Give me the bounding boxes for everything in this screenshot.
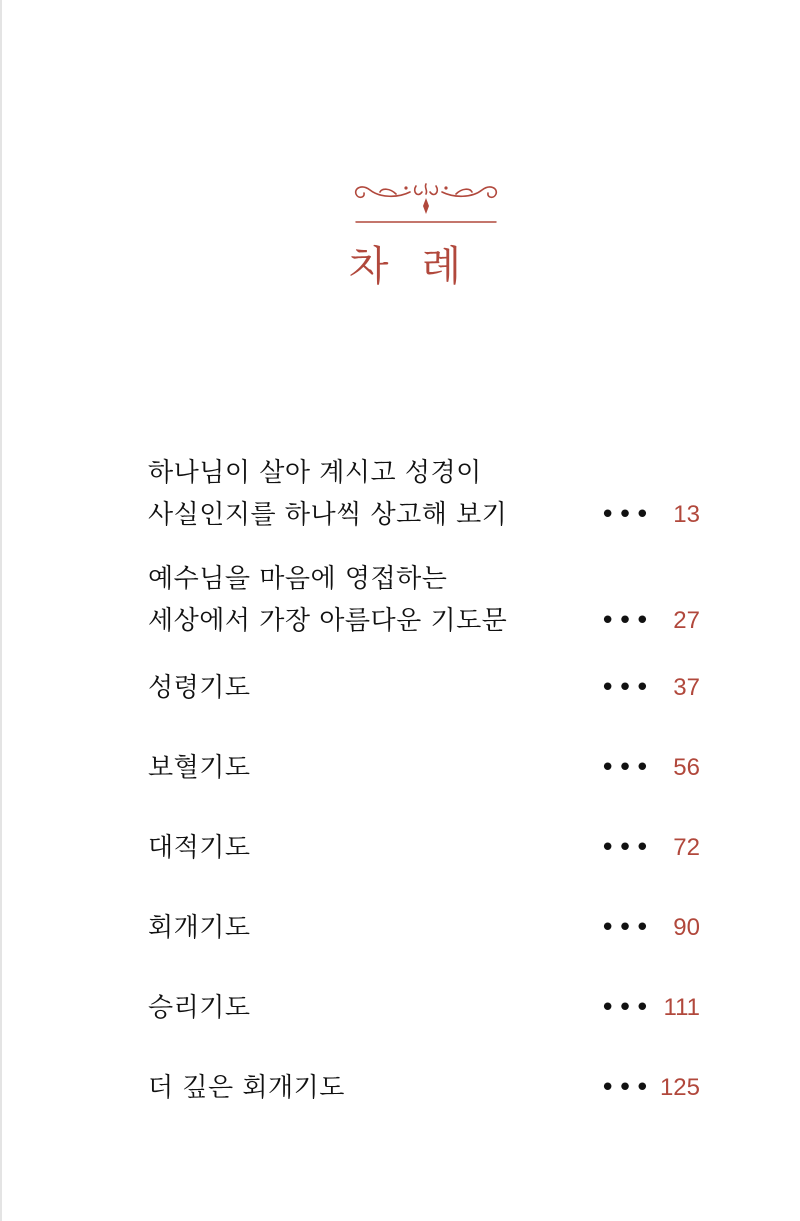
toc-entry-title: 대적기도 xyxy=(148,833,251,863)
page-number: 56 xyxy=(673,754,700,781)
toc-entry-title-line: 예수님을 마음에 영접하는 xyxy=(148,564,448,594)
page-number: 125 xyxy=(659,1074,700,1101)
toc-entry-title: 더 깊은 회개기도 xyxy=(148,1073,345,1103)
page-number: 90 xyxy=(673,914,700,941)
toc-entry[interactable] xyxy=(148,1064,708,1144)
page-number: 37 xyxy=(673,674,700,701)
dot-leader: ••• xyxy=(600,606,653,636)
toc-entry-title-line: 사실인지를 하나씩 상고해 보기 xyxy=(148,500,508,530)
dot-leader: ••• xyxy=(600,500,653,530)
dot-leader: ••• xyxy=(600,673,653,703)
page-number: 13 xyxy=(673,501,700,528)
toc-entry[interactable] xyxy=(148,904,708,984)
dot-leader: ••• xyxy=(600,913,653,943)
toc-entry-title: 성령기도 xyxy=(148,673,251,703)
dot-leader: ••• xyxy=(600,993,653,1023)
toc-entry[interactable] xyxy=(148,824,708,904)
toc-entry-title: 보혈기도 xyxy=(148,753,251,783)
table-of-contents xyxy=(148,452,708,1144)
toc-entry-title: 회개기도 xyxy=(148,913,251,943)
page-number: 111 xyxy=(663,994,700,1021)
flourish-ornament-icon xyxy=(350,176,502,226)
toc-entry[interactable] xyxy=(148,744,708,824)
dot-leader: ••• xyxy=(600,1073,653,1103)
dot-leader: ••• xyxy=(600,753,653,783)
toc-entry-title-line: 하나님이 살아 계시고 성경이 xyxy=(148,458,482,488)
toc-entry[interactable] xyxy=(148,452,708,558)
toc-entry[interactable] xyxy=(148,558,708,664)
toc-entry[interactable] xyxy=(148,664,708,744)
page-edge xyxy=(0,0,2,1221)
dot-leader: ••• xyxy=(600,833,653,863)
page-title: 차 례 xyxy=(348,242,472,290)
toc-entry-title-line: 세상에서 가장 아름다운 기도문 xyxy=(148,606,508,636)
toc-entry[interactable] xyxy=(148,984,708,1064)
page-number: 72 xyxy=(673,834,700,861)
page-number: 27 xyxy=(673,607,700,634)
toc-entry-title: 승리기도 xyxy=(148,993,251,1023)
